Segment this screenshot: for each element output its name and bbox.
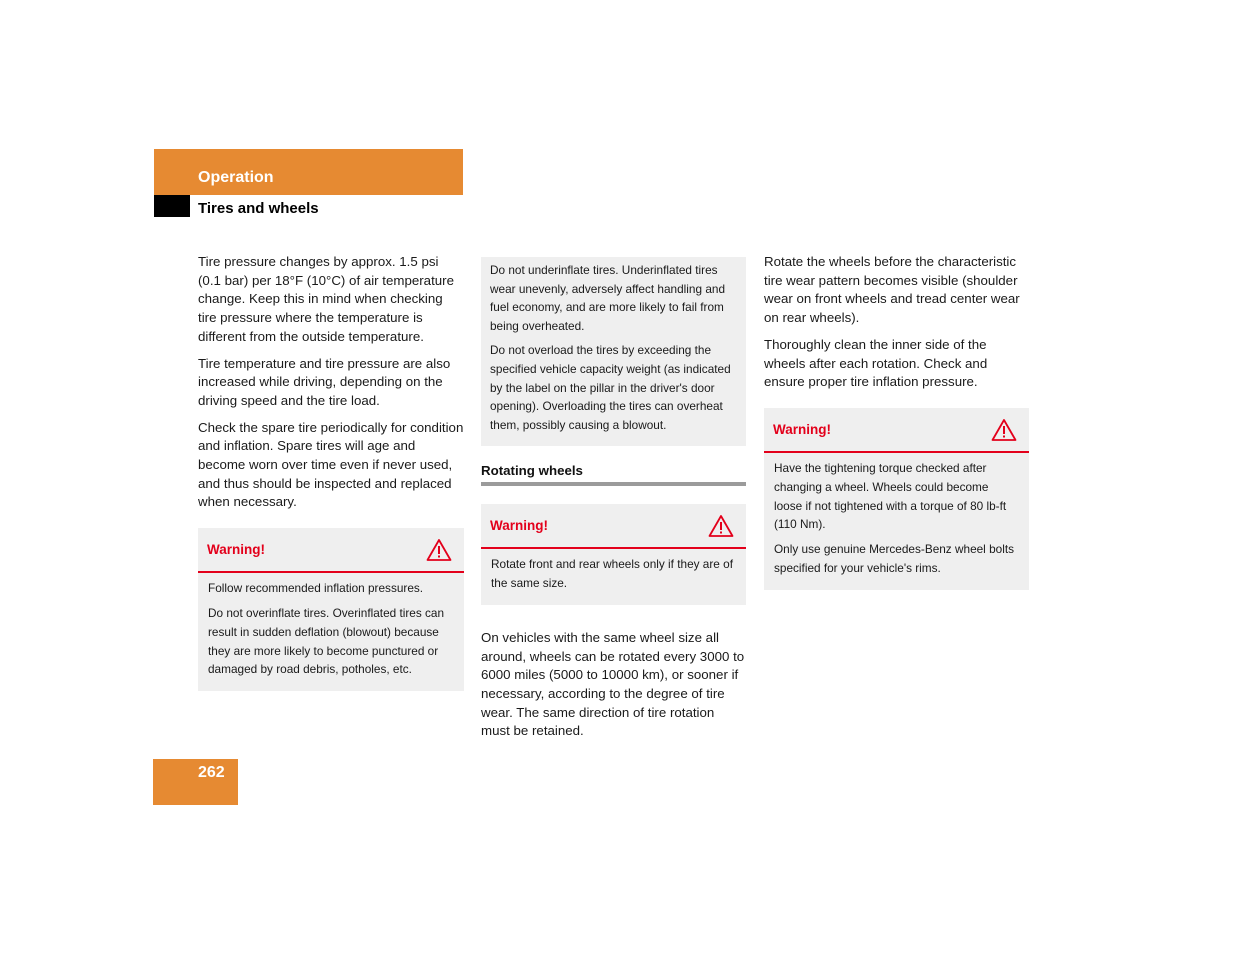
warning-header [198,528,464,573]
warning-box [198,528,464,691]
warning-text: Follow recommended inflation pressures. [208,581,424,596]
warning-title: Warning! [207,542,265,558]
warning-text: Rotate front and rear wheels only if they are of the same size. [491,557,733,591]
warning-triangle-icon [708,514,734,538]
warning-body [481,549,746,605]
warning-triangle-icon [991,418,1017,442]
column-2 [481,257,746,749]
warning-header [764,408,1029,453]
warning-body [764,453,1029,590]
paragraph: On vehicles with the same wheel size all around, wheels can be rotated every 3000 to 6000 miles (5000 to 10000 km), or sooner if necessary, according to the degree of tire wear. The same direction of tire rotation must be retained. [481,629,745,739]
warning-text: Do not overinflate tires. Overinflated tires can result in sudden deflation (blowout) because they are more likely to become punctured or damaged by road debris, potholes, etc. [208,605,445,677]
paragraph: Tire temperature and tire pressure are also increased while driving, depending on the driving speed and the tire load. [198,355,451,408]
warning-box [764,408,1029,590]
note-box [481,257,746,446]
subheading-rotating-wheels: Rotating wheels [481,463,746,486]
subsection-marker [154,195,190,217]
warning-text: Have the tightening torque checked after changing a wheel. Wheels could become loose if not tightened with a torque of 80 lb-ft (110 Nm). [774,460,1007,532]
warning-title: Warning! [773,421,831,437]
warning-text: Only use genuine Mercedes-Benz wheel bolts specified for your vehicle's rims. [774,542,1015,575]
warning-body [198,573,464,691]
note-text: Do not underinflate tires. Underinflated tires wear unevenly, adversely affect handling and fuel economy, and are more likely to fail from being overheated. [490,263,725,333]
subsection-title: Tires and wheels [198,200,319,217]
paragraph: Check the spare tire periodically for condition and inflation. Spare tires will age and become worn over time even if never used, and thus should be inspected and replaced when necessary. [198,419,464,510]
warning-title: Warning! [490,518,548,534]
warning-header [481,504,746,549]
paragraph: Tire pressure changes by approx. 1.5 psi (0.1 bar) per 18°F (10°C) of air temperature change. Keep this in mind when checking tire pressure where the temperature is different from the outside temperature. [198,254,454,344]
page-number-box [153,759,238,805]
paragraph: Rotate the wheels before the characteristic tire wear pattern becomes visible (shoulder wear on front wheels and tread center wear on rear wheels). [764,254,1020,326]
section-title: Operation [198,169,274,186]
note-text: Do not overload the tires by exceeding the specified vehicle capacity weight (as indicated by the label on the pillar in the driver's door opening). Overloading the tires can overheat them, possibly causing a blowout. [490,343,731,432]
column-1 [198,253,464,711]
paragraph: Thoroughly clean the inner side of the wheels after each rotation. Check and ensure proper tire inflation pressure. [764,336,988,390]
page-number: 262 [198,764,225,781]
warning-box [481,504,746,605]
column-3 [764,253,1029,610]
warning-triangle-icon [426,538,452,562]
